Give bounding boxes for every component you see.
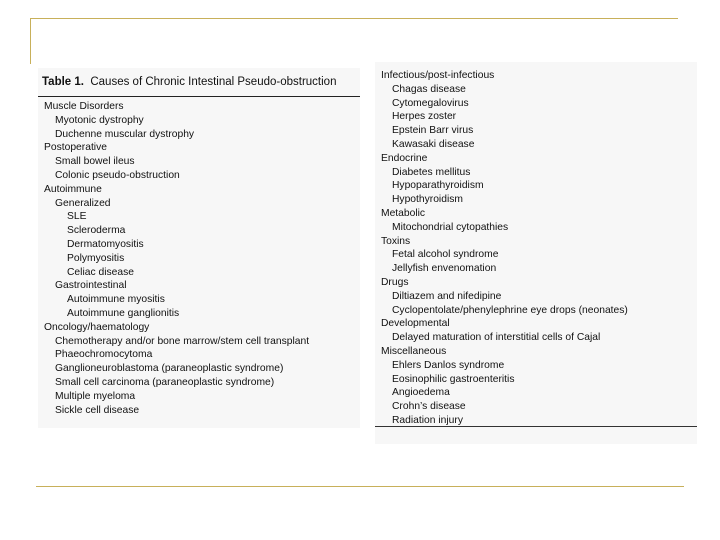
list-item: Celiac disease <box>67 266 134 278</box>
category-heading: Miscellaneous <box>381 345 447 357</box>
list-item: Small cell carcinoma (paraneoplastic syndrome) <box>55 376 275 388</box>
list-item: Mitochondrial cytopathies <box>392 221 509 233</box>
list-item: SLE <box>67 211 87 223</box>
list-item: Dermatomyositis <box>67 238 144 250</box>
list-item: Cyclopentolate/phenylephrine eye drops (neonates) <box>392 304 628 316</box>
category-heading: Oncology/haematology <box>44 321 150 333</box>
table-title: Causes of Chronic Intestinal Pseudo-obstruction <box>90 76 337 88</box>
list-item: Radiation injury <box>392 414 463 426</box>
list-item: Fetal alcohol syndrome <box>392 249 499 261</box>
list-item: Kawasaki disease <box>392 138 475 150</box>
table-left-panel <box>38 68 360 428</box>
list-item: Generalized <box>55 197 111 209</box>
category-heading: Developmental <box>381 318 450 330</box>
slide-left-rule <box>30 18 31 64</box>
list-item: Myotonic dystrophy <box>55 114 144 126</box>
list-item: Scleroderma <box>67 225 126 237</box>
category-heading: Endocrine <box>381 152 428 164</box>
right-cause-list <box>381 69 697 428</box>
list-item: Eosinophilic gastroenteritis <box>392 373 515 385</box>
category-heading: Drugs <box>381 276 409 288</box>
list-item: Autoimmune myositis <box>67 294 165 306</box>
list-item: Ganglioneuroblastoma (paraneoplastic syndrome) <box>55 363 284 375</box>
list-item: Epstein Barr virus <box>392 125 474 137</box>
category-heading: Infectious/post-infectious <box>381 70 495 81</box>
list-item: Sickle cell disease <box>55 404 140 416</box>
category-heading: Muscle Disorders <box>44 101 124 112</box>
list-item: Diltiazem and nifedipine <box>392 290 502 302</box>
list-item: Herpes zoster <box>392 111 457 123</box>
list-item: Cytomegalovirus <box>392 97 469 109</box>
list-item: Chagas disease <box>392 83 466 95</box>
table-caption <box>42 76 336 88</box>
category-heading: Toxins <box>381 235 411 247</box>
list-item: Chemotherapy and/or bone marrow/stem cell transplant <box>55 335 310 347</box>
list-item: Delayed maturation of interstitial cells of Cajal <box>392 332 601 344</box>
list-item: Angioedema <box>392 387 450 399</box>
category-heading: Postoperative <box>44 142 107 154</box>
table-header-rule <box>38 96 360 97</box>
table-bottom-rule <box>375 426 697 427</box>
list-item: Crohn’s disease <box>392 401 466 413</box>
list-item: Hypothyroidism <box>392 194 463 206</box>
category-heading: Metabolic <box>381 207 426 219</box>
list-item: Small bowel ileus <box>55 156 135 168</box>
list-item: Hypoparathyroidism <box>392 180 484 192</box>
left-cause-list <box>44 100 360 417</box>
list-item: Ehlers Danlos syndrome <box>392 359 505 371</box>
list-item: Gastrointestinal <box>55 280 127 292</box>
slide-bottom-rule <box>36 486 684 487</box>
slide-top-rule <box>30 18 678 19</box>
list-item: Multiple myeloma <box>55 390 136 402</box>
list-item: Autoimmune ganglionitis <box>67 307 180 319</box>
table-right-panel <box>375 62 697 444</box>
list-item: Diabetes mellitus <box>392 166 471 178</box>
list-item: Colonic pseudo-obstruction <box>55 169 180 181</box>
category-heading: Autoimmune <box>44 183 102 195</box>
list-item: Polymyositis <box>67 252 125 264</box>
table-label: Table 1. <box>42 76 84 88</box>
list-item: Phaeochromocytoma <box>55 349 153 361</box>
list-item: Duchenne muscular dystrophy <box>55 128 195 140</box>
list-item: Jellyfish envenomation <box>392 263 497 275</box>
